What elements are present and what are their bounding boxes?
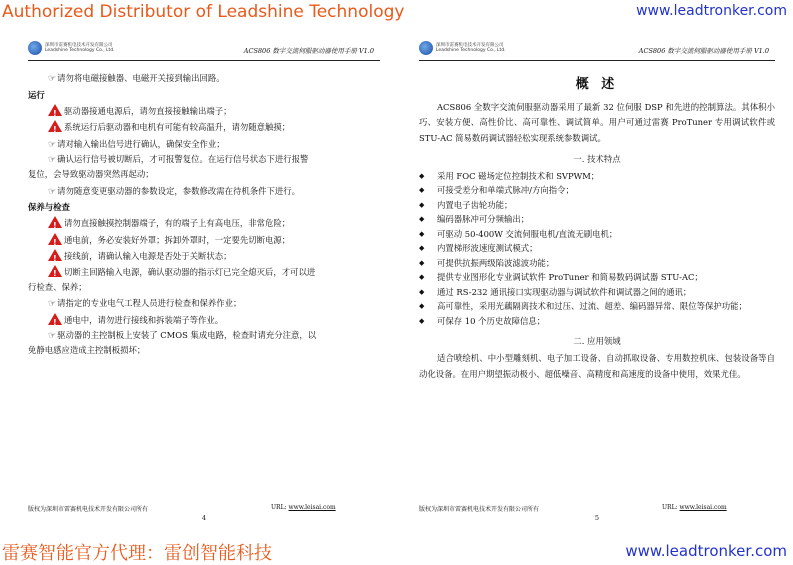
- note-item: ☞请对输入输出信号进行确认，确保安全作业；: [28, 136, 380, 153]
- warning-item: !驱动器接通电源后，请勿直接接触输出端子；: [28, 103, 380, 120]
- website-link[interactable]: www.leisai.com: [288, 504, 336, 511]
- warning-icon: [48, 233, 62, 245]
- safety-notes: [28, 70, 380, 359]
- note-item: ☞请指定的专业电气工程人员进行检查和保养作业；: [28, 295, 380, 312]
- page-header: [28, 38, 380, 61]
- page-number: 4: [201, 514, 207, 522]
- applications-paragraph: 适合喷绘机、中小型雕刻机、电子加工设备、自动抓取设备、专用数控机床、包装设备等自动化设备。在用户期望振动极小、超低噪音、高精度和高速度的设备中使用，效果尤佳。: [419, 353, 775, 379]
- note-item: ☞请勿将电磁接触器、电磁开关接到输出回路。: [28, 70, 380, 87]
- list-item: ◆ 提供专业图形化专业调试软件 ProTuner 和简易数码调试器 STU-AC；: [419, 270, 775, 285]
- manual-page-left: [28, 38, 380, 528]
- footer-url: URL: www.leisai.com: [271, 504, 336, 511]
- list-item: ◆ 编码器脉冲可分频输出；: [419, 212, 775, 227]
- company-logo: 深圳市雷赛机电技术开发有限公司 Leadshine Technology Co., Ltd.: [28, 41, 115, 55]
- warning-icon: [48, 265, 62, 277]
- warning-icon: [48, 249, 62, 261]
- pointing-hand-icon: ☞: [48, 186, 57, 197]
- pointing-hand-icon: ☞: [48, 331, 57, 341]
- pointing-hand-icon: ☞: [48, 139, 57, 150]
- logo-icon: [419, 41, 433, 55]
- warning-item: !接线前，请确认输入电源是否处于关断状态；: [28, 248, 380, 265]
- warning-icon: [48, 216, 62, 228]
- list-item: ◆ 可保存 10 个历史故障信息；: [419, 314, 775, 329]
- manual-page-right: [419, 38, 775, 528]
- section-heading-maintenance: 保养与检查: [28, 202, 70, 212]
- distributor-banner: Authorized Distributor of Leadshine Technology: [2, 2, 405, 22]
- note-item: ☞请勿随意变更驱动器的参数设定，参数修改需在待机条件下进行。: [28, 183, 380, 200]
- website-link-top[interactable]: www.leadtronker.com: [636, 3, 787, 19]
- website-link-bottom[interactable]: www.leadtronker.com: [625, 542, 787, 560]
- list-item: ◆ 可驱动 50-400W 交流伺服电机/直流无刷电机；: [419, 227, 775, 242]
- official-agent-banner: 雷赛智能官方代理：雷创智能科技: [2, 543, 272, 564]
- page-number: 5: [594, 514, 600, 522]
- section-heading-applications: 二. 应用领域: [573, 336, 621, 347]
- page-title: 概 述: [575, 77, 619, 92]
- pointing-hand-icon: ☞: [48, 74, 57, 84]
- warning-item: !通电前，务必安装好外罩；拆卸外罩时，一定要先切断电源；: [28, 232, 380, 249]
- list-item: ◆ 采用 FOC 磁场定位控制技术和 SVPWM；: [419, 169, 775, 184]
- warning-icon: [48, 313, 62, 325]
- warning-item: !系统运行后驱动器和电机有可能有较高温升，请勿随意触摸；: [28, 119, 380, 136]
- pointing-hand-icon: ☞: [48, 299, 57, 309]
- page-header: [419, 38, 775, 61]
- note-item-continued: 复位，会导致驱动器突然再起动；: [28, 169, 154, 179]
- note-item: ☞驱动器的主控制板上安装了 CMOS 集成电路，检查时请充分注意，以: [48, 330, 317, 341]
- warning-icon: [48, 104, 62, 116]
- list-item: ◆ 高可靠性，采用光藕隔离技术和过压、过流、超差、编码器异常、限位等保护功能；: [419, 299, 775, 314]
- list-item: ◆ 可提供抗振两级陷波滤波功能；: [419, 256, 775, 271]
- footer-url: URL: www.leisai.com: [662, 504, 727, 511]
- website-link[interactable]: www.leisai.com: [679, 504, 727, 511]
- manual-title: ACS806 数字交流伺服驱动器使用手册 V1.0: [243, 47, 374, 55]
- manual-title: ACS806 数字交流伺服驱动器使用手册 V1.0: [638, 47, 769, 55]
- warning-item: !通电中，请勿进行接线和拆装端子等作业。: [28, 312, 380, 329]
- copyright-text: 版权为深圳市雷赛机电技术开发有限公司所有: [419, 506, 540, 513]
- logo-icon: [28, 41, 42, 55]
- intro-paragraph: ACS806 全数字交流伺服驱动器采用了最新 32 位伺服 DSP 和先进的控制算法。其体积小巧、安装方便、高性价比、高可靠性、调试简单。用户可通过雷赛 ProTuner 专用调试软件或 STU-AC 简易数码调试器轻松实现系统参数调试。: [419, 102, 775, 143]
- note-item: ☞确认运行信号被切断后，才可报警复位。在运行信号状态下进行报警: [48, 154, 309, 165]
- overview-content: [419, 70, 775, 382]
- warning-item: !切断主回路输入电源，确认驱动器的指示灯已完全熄灭后，才可以进: [28, 265, 380, 279]
- warning-icon: [48, 120, 62, 132]
- list-item: ◆ 内置梯形波速度测试模式；: [419, 241, 775, 256]
- list-item: ◆ 通过 RS-232 通讯接口实现驱动器与调试软件和调试器之间的通讯；: [419, 285, 775, 300]
- copyright-text: 版权为深圳市雷赛机电技术开发有限公司所有: [28, 506, 149, 513]
- feature-list: [419, 169, 775, 329]
- warning-item-continued: 行检查、保养；: [28, 281, 87, 292]
- list-item: ◆ 内置电子齿轮功能；: [419, 198, 775, 213]
- list-item: ◆ 可接受差分和单端式脉冲/方向指令；: [419, 183, 775, 198]
- section-heading-features: 一. 技术特点: [573, 153, 621, 164]
- note-item-continued: 免静电感应造成主控制板损坏；: [28, 345, 146, 355]
- warning-item: !请勿直接触摸控制器端子，有的端子上有高电压，非常危险；: [28, 215, 380, 232]
- company-logo: 深圳市雷赛机电技术开发有限公司 Leadshine Technology Co., Ltd.: [419, 41, 506, 55]
- section-heading-run: 运行: [28, 89, 45, 100]
- pointing-hand-icon: ☞: [48, 155, 57, 165]
